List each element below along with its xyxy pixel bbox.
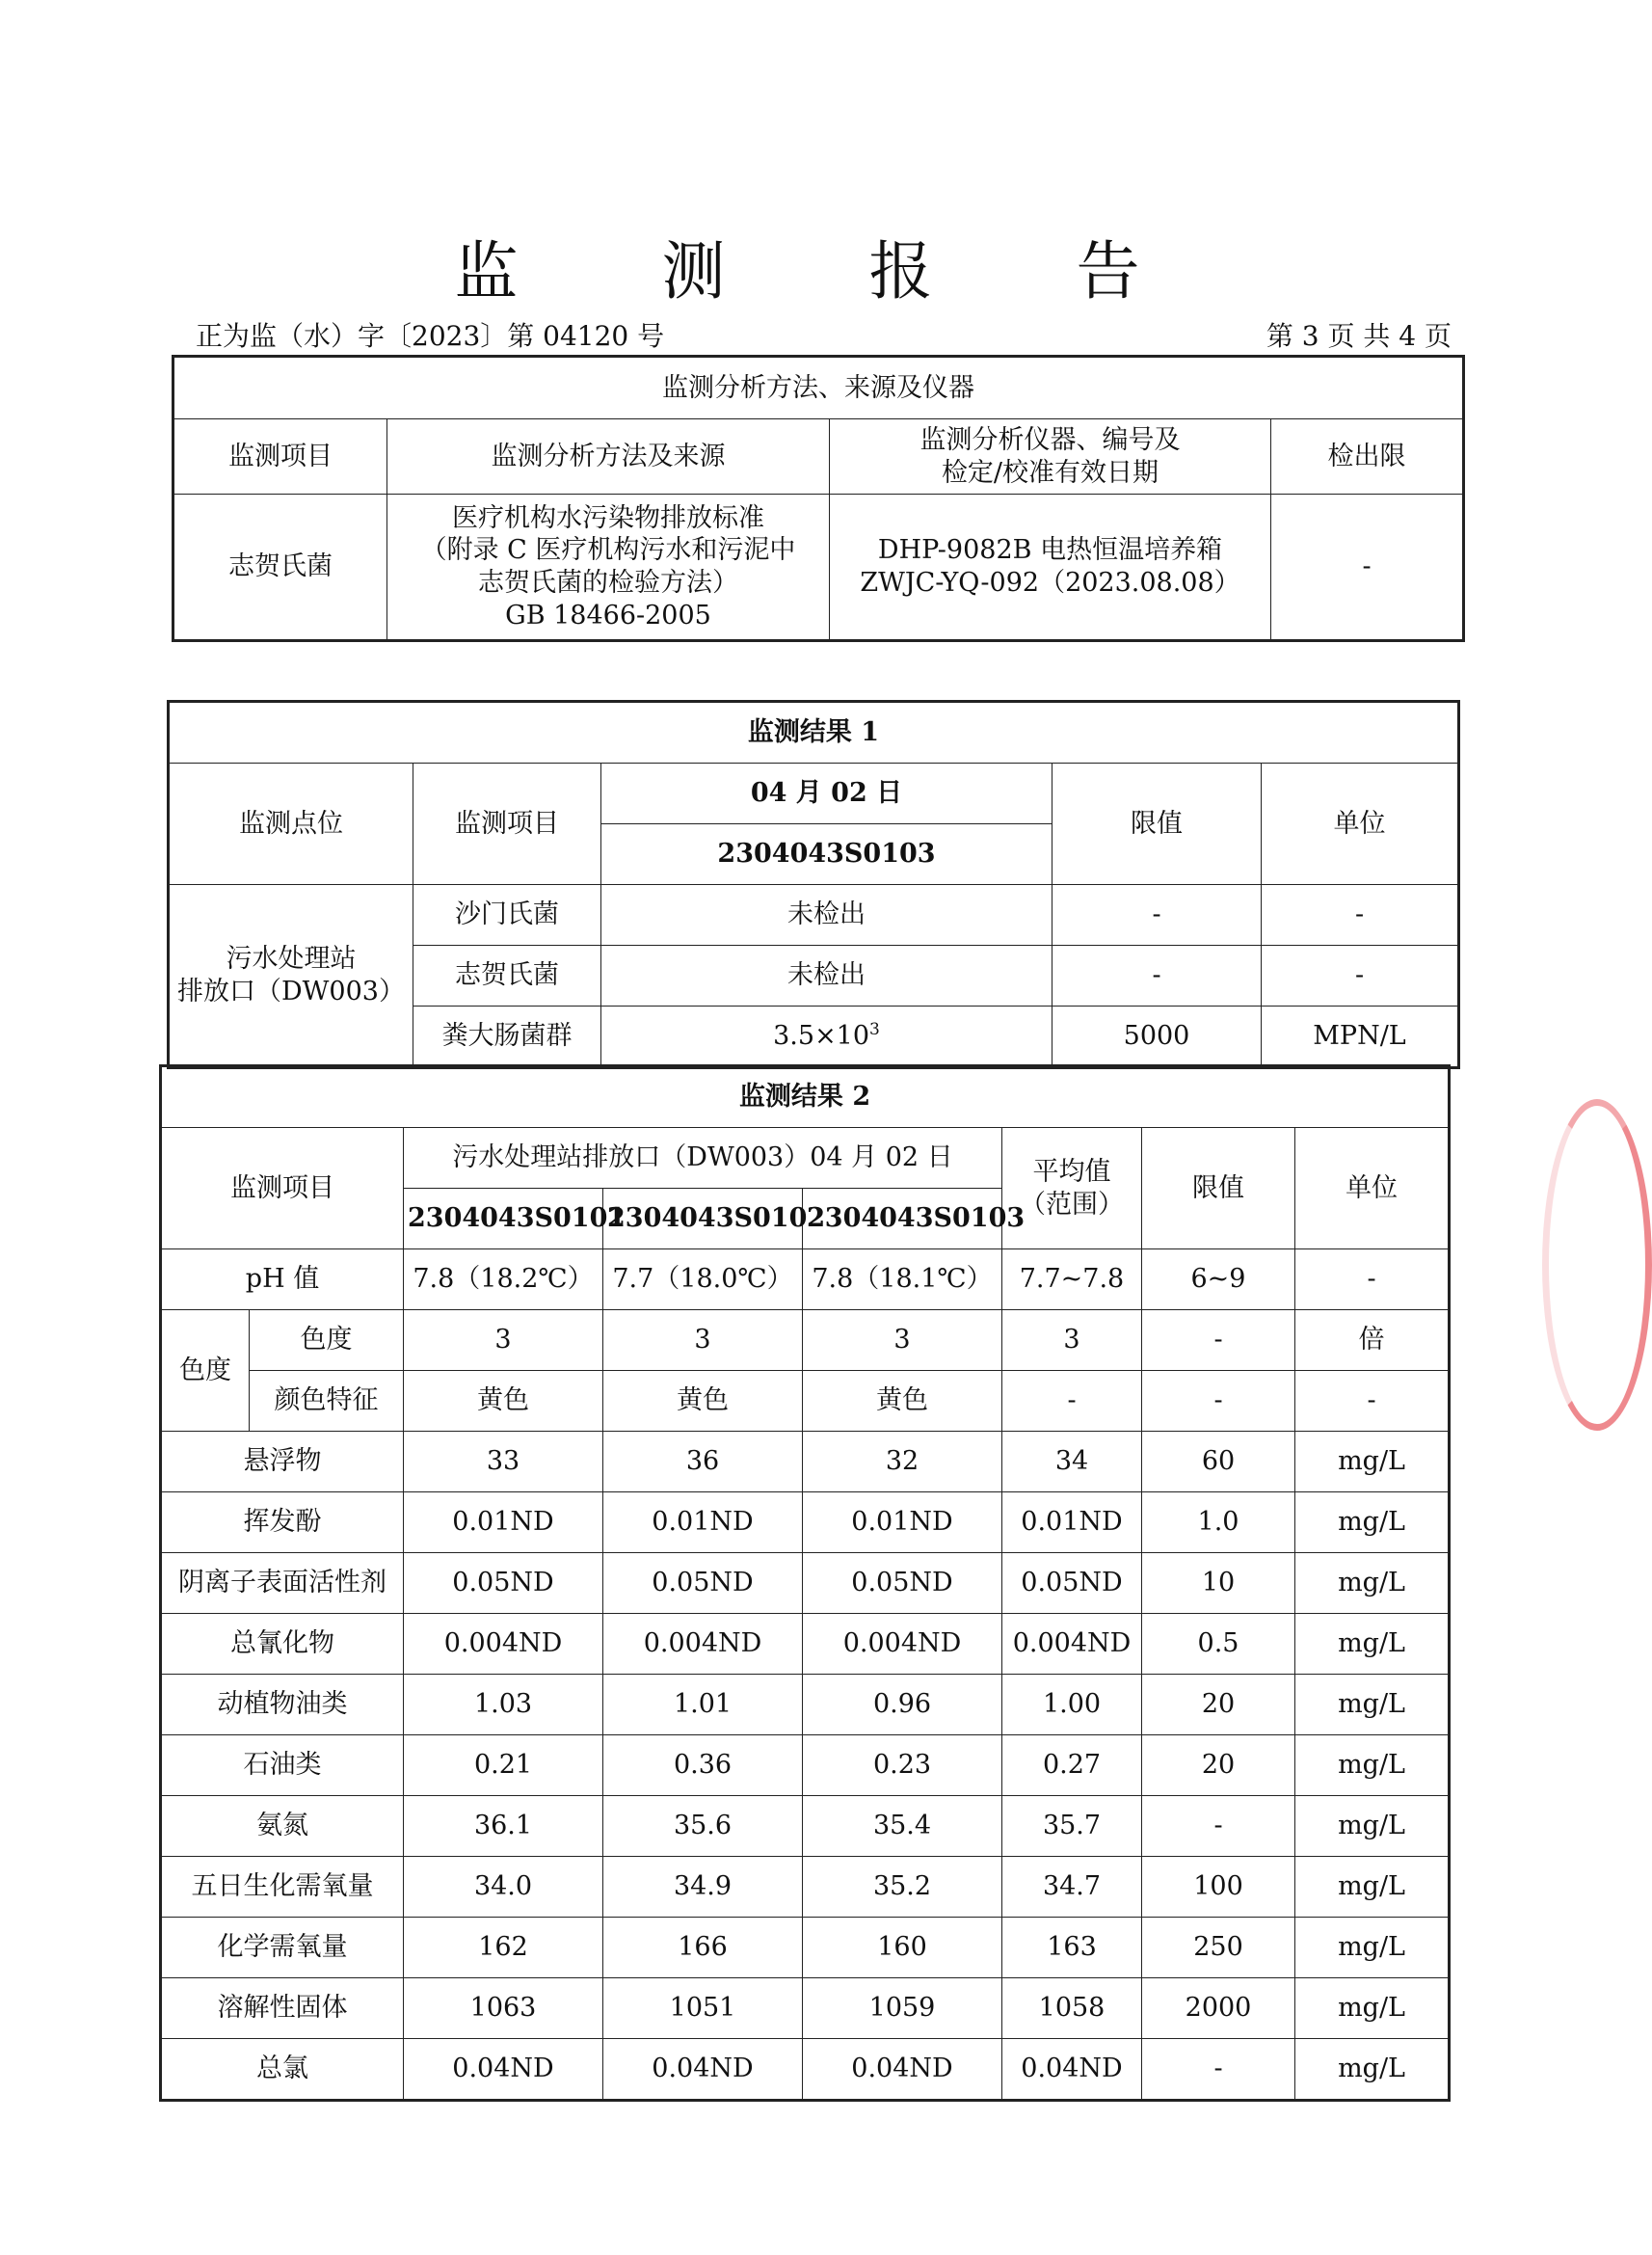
color-value: 黄色	[803, 1371, 1002, 1432]
header-item: 监测项目	[161, 1128, 404, 1249]
avg-line: （范围）	[1020, 1189, 1124, 1220]
header-sample-id: 2304043S0103	[601, 824, 1052, 885]
row-limit: 20	[1142, 1675, 1295, 1735]
row-value: 1059	[803, 1978, 1002, 2039]
row-avg: 1058	[1002, 1978, 1142, 2039]
monitoring-point	[169, 885, 413, 1068]
method-line: GB 18466-2005	[505, 600, 711, 631]
row-value: 35.4	[803, 1796, 1002, 1857]
table-row	[161, 1857, 1450, 1918]
row-avg: 0.04ND	[1002, 2039, 1142, 2101]
row-value: 32	[803, 1432, 1002, 1492]
row-item: 化学需氧量	[161, 1918, 404, 1978]
color-unit: 倍	[1295, 1310, 1450, 1371]
instrument-line: DHP-9082B 电热恒温培养箱	[877, 535, 1223, 566]
r1-item: 粪大肠菌群	[413, 1007, 601, 1068]
row-value: 1.01	[603, 1675, 803, 1735]
row-unit: mg/L	[1295, 1432, 1450, 1492]
header-point: 监测点位	[169, 764, 413, 885]
row-value: 1063	[404, 1978, 603, 2039]
page-indicator: 第 3 页 共 4 页	[1266, 320, 1452, 352]
row-value: 36.1	[404, 1796, 603, 1857]
row-item: 悬浮物	[161, 1432, 404, 1492]
header-group: 污水处理站排放口（DW003）04 月 02 日	[404, 1128, 1002, 1189]
method-row-instrument	[830, 495, 1271, 641]
color-limit: -	[1142, 1310, 1295, 1371]
row-unit: mg/L	[1295, 1978, 1450, 2039]
result1-section-title: 监测结果 1	[169, 702, 1459, 764]
row-avg: 34.7	[1002, 1857, 1142, 1918]
header-limit: 限值	[1142, 1128, 1295, 1249]
header-instrument-line1: 监测分析仪器、编号及	[919, 424, 1181, 455]
row-unit: mg/L	[1295, 2039, 1450, 2101]
header-sample-id: 2304043S0103	[803, 1189, 1002, 1249]
result2-section-title: 监测结果 2	[161, 1066, 1450, 1128]
row-value: 166	[603, 1918, 803, 1978]
row-item: 五日生化需氧量	[161, 1857, 404, 1918]
r1-value	[601, 1007, 1052, 1068]
header-item: 监测项目	[173, 419, 387, 495]
table-row	[161, 1735, 1450, 1796]
row-limit: -	[1142, 2039, 1295, 2101]
table-row	[161, 1553, 1450, 1614]
row-value: 34.9	[603, 1857, 803, 1918]
value-exponent: 3	[869, 1020, 880, 1040]
instrument-line: ZWJC-YQ-092（2023.08.08）	[860, 568, 1240, 598]
color-item: 颜色特征	[250, 1371, 404, 1432]
row-avg: 1.00	[1002, 1675, 1142, 1735]
row-value: 0.04ND	[404, 2039, 603, 2101]
row-value: 35.6	[603, 1796, 803, 1857]
row-value: 1051	[603, 1978, 803, 2039]
table-row	[161, 1918, 1450, 1978]
header-instrument	[830, 419, 1271, 495]
row-unit: mg/L	[1295, 1918, 1450, 1978]
header-sample-id: 2304043S0101	[404, 1189, 603, 1249]
row-value: 0.01ND	[404, 1492, 603, 1553]
ph-limit: 6~9	[1142, 1249, 1295, 1310]
r1-value: 未检出	[601, 946, 1052, 1007]
color-avg: 3	[1002, 1310, 1142, 1371]
row-avg: 34	[1002, 1432, 1142, 1492]
r1-unit: -	[1262, 946, 1459, 1007]
row-avg: 35.7	[1002, 1796, 1142, 1857]
row-limit: -	[1142, 1796, 1295, 1857]
result2-table	[159, 1064, 1451, 2102]
row-unit: mg/L	[1295, 1735, 1450, 1796]
row-item: 总氯	[161, 2039, 404, 2101]
header-limit: 限值	[1052, 764, 1262, 885]
row-value: 160	[803, 1918, 1002, 1978]
color-avg: -	[1002, 1371, 1142, 1432]
header-item: 监测项目	[413, 764, 601, 885]
report-number: 正为监（水）字〔2023〕第 04120 号	[196, 320, 665, 352]
row-avg: 163	[1002, 1918, 1142, 1978]
row-unit: mg/L	[1295, 1553, 1450, 1614]
ph-avg: 7.7~7.8	[1002, 1249, 1142, 1310]
methods-table	[172, 355, 1465, 642]
row-limit: 100	[1142, 1857, 1295, 1918]
color-limit: -	[1142, 1371, 1295, 1432]
page-title: 监 测 报 告	[454, 234, 1202, 309]
r1-unit: -	[1262, 885, 1459, 946]
color-item: 色度	[250, 1310, 404, 1371]
row-unit: mg/L	[1295, 1857, 1450, 1918]
color-group: 色度	[161, 1310, 250, 1432]
header-method: 监测分析方法及来源	[387, 419, 830, 495]
ph-value: 7.8（18.2℃）	[404, 1249, 603, 1310]
row-item: 动植物油类	[161, 1675, 404, 1735]
table-row	[161, 2039, 1450, 2101]
row-avg: 0.01ND	[1002, 1492, 1142, 1553]
row-item: 溶解性固体	[161, 1978, 404, 2039]
row-value: 0.01ND	[803, 1492, 1002, 1553]
color-value: 3	[803, 1310, 1002, 1371]
header-detection-limit: 检出限	[1271, 419, 1464, 495]
row-item: 石油类	[161, 1735, 404, 1796]
table-row	[161, 1978, 1450, 2039]
method-line: 医疗机构水污染物排放标准	[452, 502, 764, 533]
color-value: 3	[404, 1310, 603, 1371]
ph-value: 7.7（18.0℃）	[603, 1249, 803, 1310]
row-value: 0.21	[404, 1735, 603, 1796]
color-unit: -	[1295, 1371, 1450, 1432]
table-row	[161, 1675, 1450, 1735]
color-value: 3	[603, 1310, 803, 1371]
methods-section-title: 监测分析方法、来源及仪器	[173, 357, 1464, 419]
row-value: 0.004ND	[803, 1614, 1002, 1675]
header-unit: 单位	[1262, 764, 1459, 885]
row-limit: 60	[1142, 1432, 1295, 1492]
point-line: 污水处理站	[226, 944, 357, 975]
row-value: 0.05ND	[404, 1553, 603, 1614]
header-instrument-line2: 检定/校准有效日期	[941, 457, 1159, 488]
row-value: 0.96	[803, 1675, 1002, 1735]
table-row	[161, 1796, 1450, 1857]
row-value: 0.05ND	[603, 1553, 803, 1614]
r1-value: 未检出	[601, 885, 1052, 946]
r1-limit: -	[1052, 885, 1262, 946]
table-row	[161, 1492, 1450, 1553]
r1-limit: 5000	[1052, 1007, 1262, 1068]
ph-item: pH 值	[161, 1249, 404, 1310]
row-limit: 20	[1142, 1735, 1295, 1796]
avg-line: 平均值	[1032, 1156, 1111, 1187]
ph-unit: -	[1295, 1249, 1450, 1310]
value-base: 3.5×10	[773, 1021, 870, 1052]
row-value: 0.004ND	[404, 1614, 603, 1675]
row-limit: 1.0	[1142, 1492, 1295, 1553]
row-unit: mg/L	[1295, 1614, 1450, 1675]
color-value: 黄色	[603, 1371, 803, 1432]
table-row	[161, 1614, 1450, 1675]
method-line: 志贺氏菌的检验方法）	[478, 568, 738, 598]
r1-limit: -	[1052, 946, 1262, 1007]
row-limit: 0.5	[1142, 1614, 1295, 1675]
row-limit: 10	[1142, 1553, 1295, 1614]
row-unit: mg/L	[1295, 1675, 1450, 1735]
point-line: 排放口（DW003）	[177, 977, 405, 1007]
ph-value: 7.8（18.1℃）	[803, 1249, 1002, 1310]
row-limit: 2000	[1142, 1978, 1295, 2039]
row-value: 0.004ND	[603, 1614, 803, 1675]
row-unit: mg/L	[1295, 1492, 1450, 1553]
result1-table	[167, 700, 1460, 1069]
row-value: 35.2	[803, 1857, 1002, 1918]
row-value: 0.36	[603, 1735, 803, 1796]
row-value: 0.01ND	[603, 1492, 803, 1553]
row-value: 0.23	[803, 1735, 1002, 1796]
row-value: 36	[603, 1432, 803, 1492]
row-item: 总氰化物	[161, 1614, 404, 1675]
method-row-item: 志贺氏菌	[173, 495, 387, 641]
row-value: 0.04ND	[803, 2039, 1002, 2101]
row-item: 氨氮	[161, 1796, 404, 1857]
r1-unit: MPN/L	[1262, 1007, 1459, 1068]
row-unit: mg/L	[1295, 1796, 1450, 1857]
row-value: 0.05ND	[803, 1553, 1002, 1614]
row-avg: 0.05ND	[1002, 1553, 1142, 1614]
row-value: 1.03	[404, 1675, 603, 1735]
r1-item: 志贺氏菌	[413, 946, 601, 1007]
row-avg: 0.27	[1002, 1735, 1142, 1796]
red-seal-stamp	[1542, 1099, 1652, 1431]
row-value: 0.04ND	[603, 2039, 803, 2101]
table-row	[161, 1432, 1450, 1492]
row-value: 34.0	[404, 1857, 603, 1918]
method-row-method	[387, 495, 830, 641]
header-date: 04 月 02 日	[601, 764, 1052, 824]
row-value: 33	[404, 1432, 603, 1492]
row-avg: 0.004ND	[1002, 1614, 1142, 1675]
row-value: 162	[404, 1918, 603, 1978]
method-row-limit: -	[1271, 495, 1464, 641]
method-line: （附录 C 医疗机构污水和污泥中	[420, 535, 796, 566]
header-unit: 单位	[1295, 1128, 1450, 1249]
color-value: 黄色	[404, 1371, 603, 1432]
header-sample-id: 2304043S0102	[603, 1189, 803, 1249]
row-item: 挥发酚	[161, 1492, 404, 1553]
row-limit: 250	[1142, 1918, 1295, 1978]
r1-item: 沙门氏菌	[413, 885, 601, 946]
row-item: 阴离子表面活性剂	[161, 1553, 404, 1614]
